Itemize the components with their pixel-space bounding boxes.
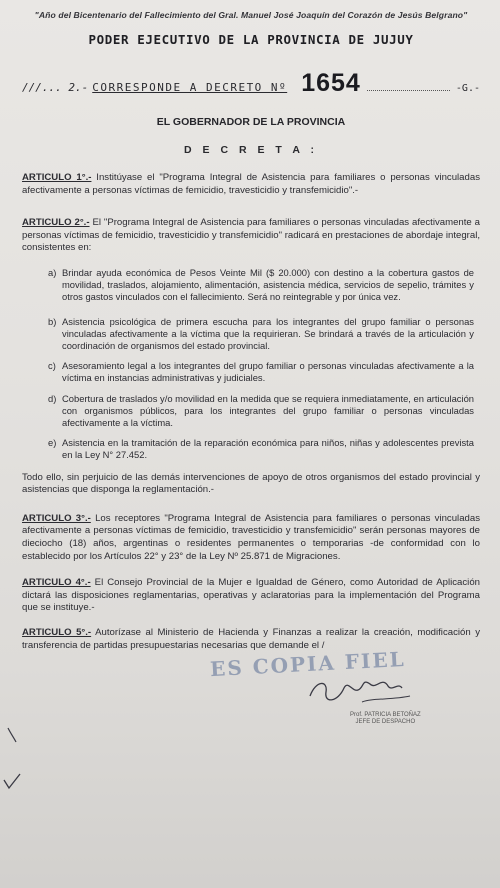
list-item-b — [48, 316, 474, 353]
signer-title: JEFE DE DESPACHO — [355, 719, 416, 726]
margin-check-mark — [2, 772, 24, 794]
dotted-fill-line — [367, 89, 450, 91]
institution-heading: PODER EJECUTIVO DE LA PROVINCIA DE JUJUY — [88, 32, 414, 47]
list-item-text: Brindar ayuda económica de Pesos Veinte Mil ($ 20.000) con destino a la cobertura gastos de movilidad, traslados, alojamiento, alimentación, asistencia médica, servicios de sepelio, trámites y otros gastos vinculados con el fallecimiento. Será no reintegrable y por única vez. — [62, 266, 474, 303]
list-item-text: Asistencia en la tramitación de la reparación económica para niños, niñas y adolescentes prevista en la Ley N° 27.452. — [62, 437, 474, 461]
article-3-text: Los receptores "Programa Integral de Asistencia para familiares o personas vinculadas afectivamente a personas víctimas de femicidio, travesticidio y transfemicidio" serán personas mayores de dieciocho (18) años, argentinas o residentes permanentes o temporarias -de conformidad con lo establecido por los Artículos 22° y 23° de la Ley Nº 25.871 de Migraciones. — [22, 512, 480, 562]
decreta-heading: D E C R E T A : — [184, 144, 318, 156]
list-item-d — [48, 393, 474, 430]
list-item-e — [48, 437, 474, 461]
list-item-letter: b) — [48, 315, 57, 327]
certified-copy-stamp: ES COPIA FIEL — [209, 647, 407, 682]
article-4-text: El Consejo Provincial de la Mujer e Igualdad de Género, como Autoridad de Aplicación dictará las disposiciones reglamentarias, operativas y aclaratorias para la implementación del Programa que se instituye.- — [22, 577, 480, 614]
bicentenary-motto: "Año del Bicentenario del Fallecimiento del Gral. Manuel José Joaquín del Corazón de Jesús Belgrano" — [34, 10, 468, 20]
list-item-letter: c) — [48, 360, 56, 372]
article-5-text: Autorízase al Ministerio de Hacienda y Finanzas a realizar la creación, modificación y transferencia de partidas presupuestarias necesarias que demande el / — [22, 626, 480, 651]
list-item-a — [48, 267, 474, 304]
list-item-letter: a) — [48, 266, 57, 278]
certification-area — [22, 647, 480, 752]
list-item-text: Cobertura de traslados y/o movilidad en la medida que se requiera inmediatamente, en articulación con organismos públicos, para los integrantes del grupo familiar o personas vinculadas afectivamente a la víctima. — [62, 392, 474, 428]
list-item-letter: d) — [48, 392, 57, 404]
decree-reference-line — [22, 69, 480, 98]
article-1-text: Institúyase el "Programa Integral de Asistencia para familiares o personas vinculadas afectivamente a personas víctimas de femicidio, travesticidio y transfemicidio".- — [22, 172, 480, 196]
article-2 — [22, 217, 480, 255]
handwritten-signature — [302, 662, 422, 712]
article-1 — [22, 172, 480, 197]
decree-suffix: -G.- — [455, 83, 480, 94]
article-3-label: ARTICULO 3°.- — [22, 512, 91, 524]
decree-label: CORRESPONDE A DECRETO Nº — [92, 81, 288, 94]
article-5 — [22, 627, 480, 652]
article-5-label: ARTICULO 5°.- — [22, 626, 92, 638]
article-4-label: ARTICULO 4°.- — [22, 577, 91, 589]
list-item-letter: e) — [48, 437, 57, 449]
benefit-list — [48, 267, 474, 462]
list-item-text: Asistencia psicológica de primera escucha para los integrantes del grupo familiar o personas vinculadas afectivamente a la víctima que la requirieran. Se brindará a través de la articulación y coordinación de organismos del estado provincial. — [62, 315, 474, 351]
decree-number: 1654 — [301, 69, 361, 97]
article-1-label: ARTICULO 1°.- — [22, 172, 92, 183]
signer-block — [350, 712, 421, 726]
article-2-label: ARTICULO 2°.- — [22, 217, 90, 229]
article-2-text: El "Programa Integral de Asistencia para familiares o personas vinculadas afectivamente a personas víctimas de femicidio, travesticidio y transfemicidio" radicará en prestaciones de abordaje integral, consistentes en: — [22, 217, 481, 254]
article-3 — [22, 513, 480, 563]
authority-heading: EL GOBERNADOR DE LA PROVINCIA — [156, 116, 346, 128]
signer-name: Prof. PATRICIA BETOÑAZ — [350, 712, 421, 719]
page-continuation-mark: ///... 2.- — [22, 81, 89, 94]
list-item-c — [48, 360, 474, 384]
margin-pen-mark — [6, 724, 22, 744]
list-item-text: Asesoramiento legal a los integrantes del grupo familiar o personas vinculadas afectivamente a la víctima en instancias administrativas y judiciales. — [62, 360, 474, 384]
article-4 — [22, 577, 480, 615]
closing-paragraph: Todo ello, sin perjuicio de las demás intervenciones de apoyo de otros organismos del estado provincial y asistencias que disponga la reglamentación.- — [22, 471, 480, 496]
